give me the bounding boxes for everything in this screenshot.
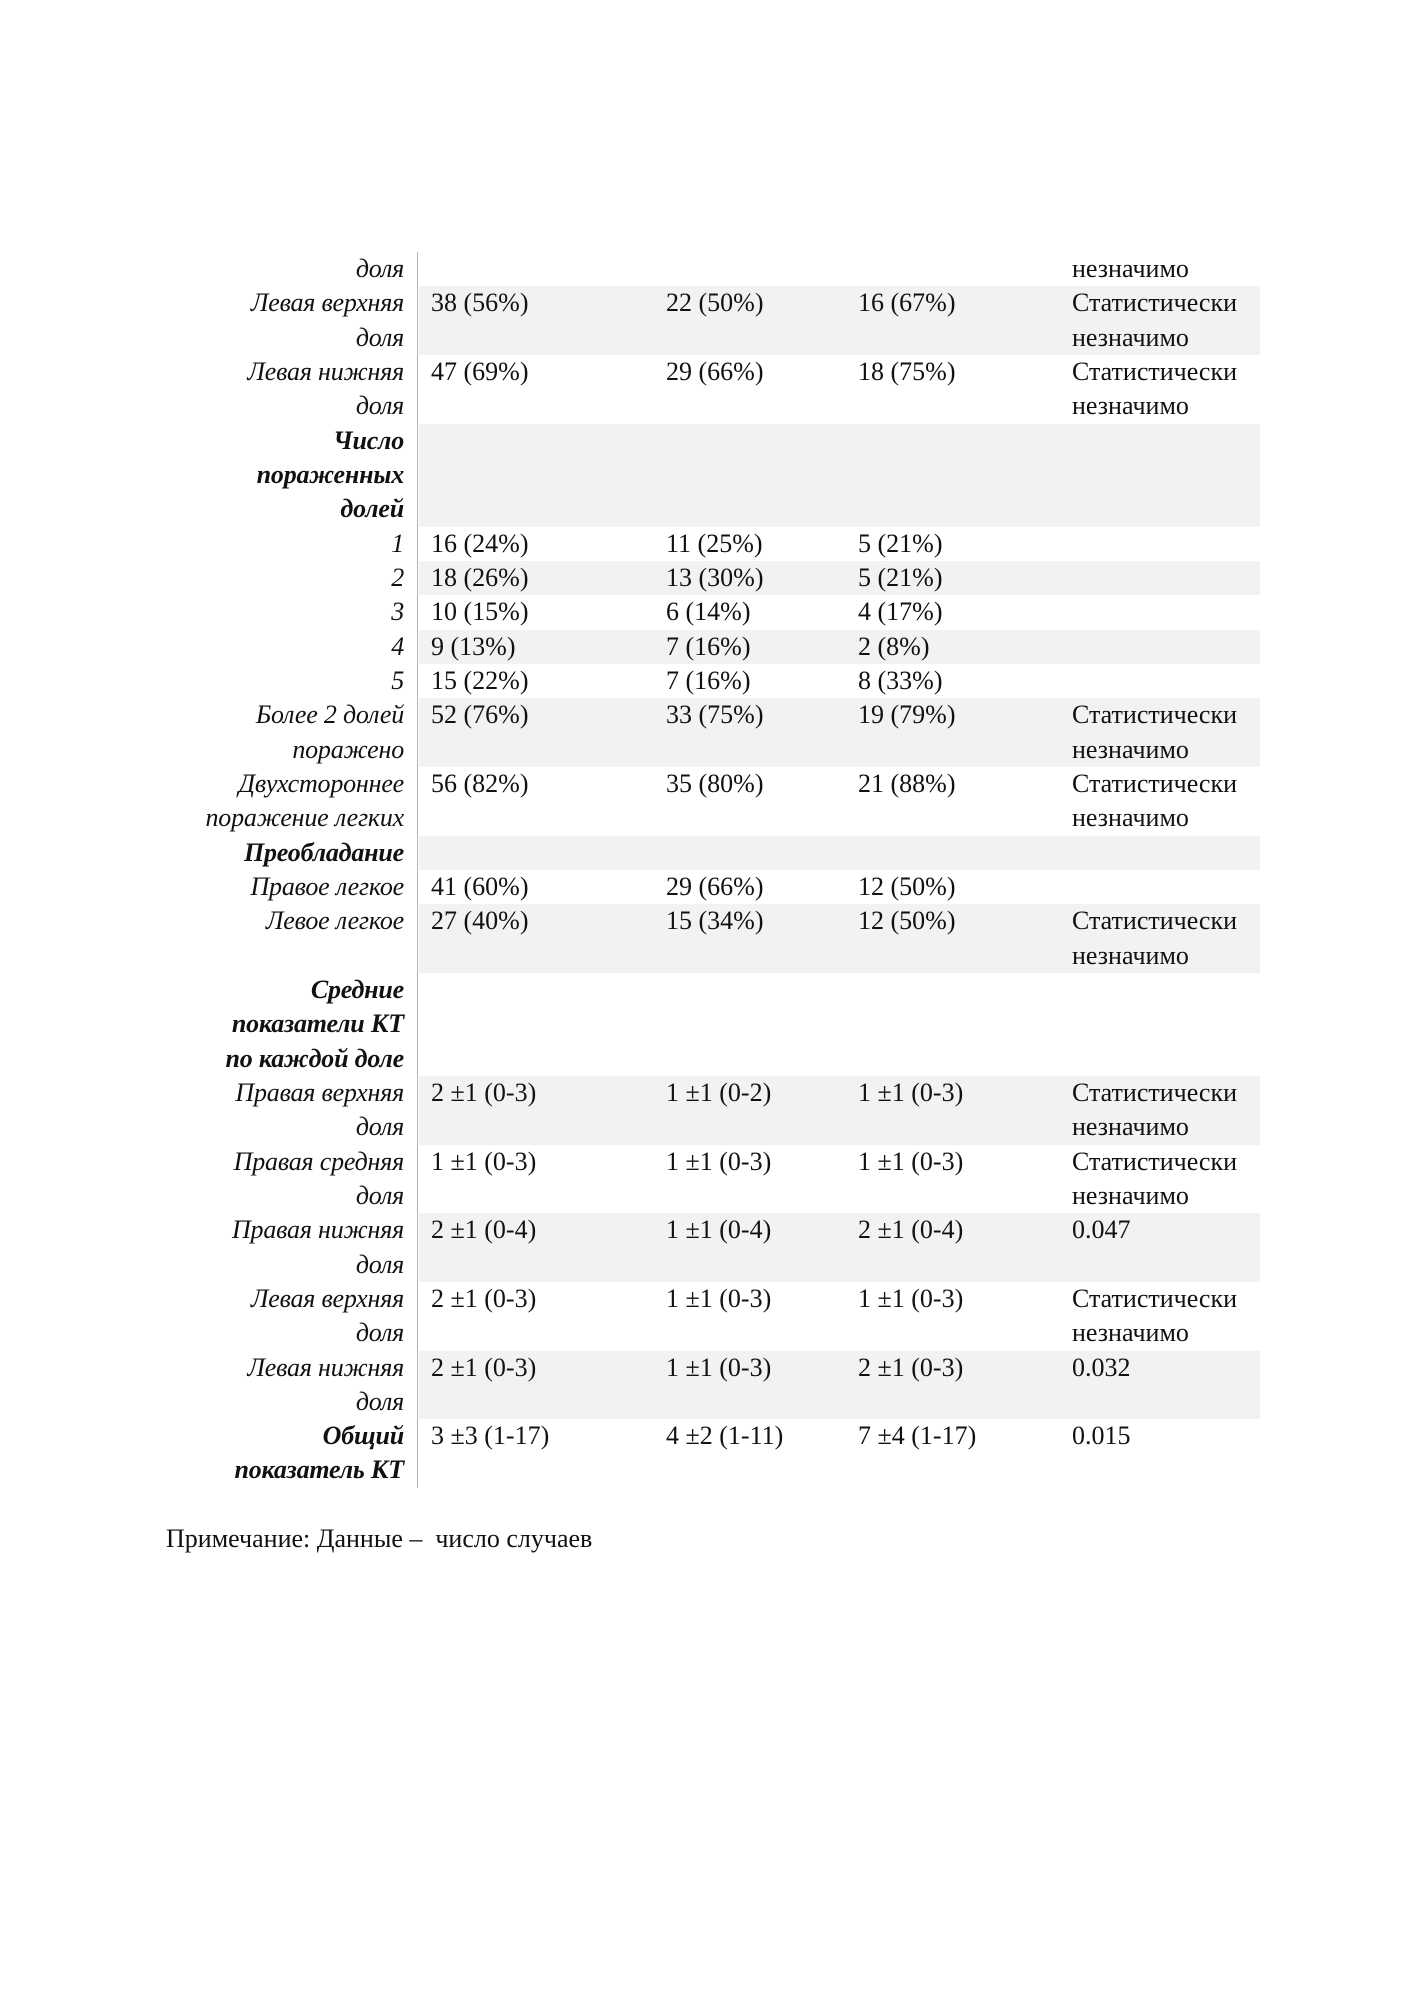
significance-cell: Статистически незначимо (1072, 906, 1237, 970)
value-cell-col3: 2 ±1 (0-3) (858, 1352, 964, 1382)
section-heading-label: Общий показатель КТ (234, 1421, 404, 1485)
value-cell-col2: 29 (66%) (666, 871, 764, 901)
table-row (160, 630, 1260, 664)
row-label: Правая верхняя доля (235, 1077, 404, 1142)
value-cell-col1: 10 (15%) (431, 597, 529, 627)
value-cell-col1: 2 ±1 (0-3) (431, 1283, 537, 1313)
row-shading (419, 561, 1260, 595)
value-cell-col3: 1 ±1 (0-3) (858, 1146, 964, 1176)
table-row (160, 698, 1260, 767)
section-heading-label: Число пораженных долей (256, 425, 404, 524)
value-cell-col1: 1 ±1 (0-3) (431, 1146, 537, 1176)
row-shading (419, 1213, 1260, 1282)
value-cell-col3: 12 (50%) (858, 871, 956, 901)
table-row (160, 252, 1260, 286)
table-row (160, 836, 1260, 870)
value-cell-col1: 56 (82%) (431, 768, 529, 798)
row-label: Левая нижняя доля (247, 1352, 404, 1416)
value-cell-col3: 12 (50%) (858, 906, 956, 936)
row-label: 2 (391, 562, 404, 592)
value-cell-col3: 21 (88%) (858, 768, 956, 798)
value-cell-col1: 38 (56%) (431, 288, 529, 318)
value-cell-col1: 41 (60%) (431, 871, 529, 901)
value-cell-col1: 47 (69%) (431, 356, 529, 386)
value-cell-col2: 35 (80%) (666, 768, 764, 798)
value-cell-col2: 11 (25%) (666, 528, 763, 558)
table-row (160, 561, 1260, 595)
column-divider (417, 252, 418, 1488)
row-label: Левая верхняя доля (250, 1283, 404, 1348)
value-cell-col3: 19 (79%) (858, 700, 956, 730)
row-shading (419, 424, 1260, 527)
value-cell-col3: 7 ±4 (1-17) (858, 1421, 977, 1451)
value-cell-col2: 1 ±1 (0-3) (666, 1352, 772, 1382)
row-shading (419, 1351, 1260, 1420)
table-row (160, 1419, 1260, 1488)
value-cell-col2: 33 (75%) (666, 700, 764, 730)
value-cell-col2: 29 (66%) (666, 356, 764, 386)
table-row (160, 355, 1260, 424)
value-cell-col3: 5 (21%) (858, 528, 943, 558)
value-cell-col3: 5 (21%) (858, 562, 943, 592)
table-row (160, 1076, 1260, 1145)
value-cell-col1: 2 ±1 (0-4) (431, 1215, 537, 1245)
value-cell-col2: 1 ±1 (0-3) (666, 1146, 772, 1176)
row-label: Двухстороннее поражение легких (205, 768, 404, 833)
value-cell-col1: 52 (76%) (431, 700, 529, 730)
significance-cell: Статистически незначимо (1072, 700, 1237, 764)
value-cell-col1: 9 (13%) (431, 631, 516, 661)
table-row (160, 1213, 1260, 1282)
value-cell-col2: 13 (30%) (666, 562, 764, 592)
table-row (160, 1145, 1260, 1214)
value-cell-col2: 15 (34%) (666, 906, 764, 936)
table-row (160, 424, 1260, 527)
significance-cell: 0.015 (1072, 1421, 1131, 1451)
value-cell-col3: 1 ±1 (0-3) (858, 1077, 964, 1107)
table-row (160, 870, 1260, 904)
significance-cell: Статистически незначимо (1072, 1283, 1237, 1348)
table-row (160, 595, 1260, 629)
value-cell-col3: 2 ±1 (0-4) (858, 1215, 964, 1245)
row-label: Более 2 долей поражено (255, 700, 404, 764)
value-cell-col3: 2 (8%) (858, 631, 930, 661)
row-shading (419, 836, 1260, 870)
row-label: Левая нижняя доля (247, 356, 404, 421)
value-cell-col2: 6 (14%) (666, 597, 751, 627)
value-cell-col2: 1 ±1 (0-3) (666, 1283, 772, 1313)
row-label: доля (355, 254, 404, 283)
significance-cell: Статистически незначимо (1072, 288, 1237, 352)
row-label: Правая средняя доля (233, 1146, 404, 1210)
value-cell-col1: 27 (40%) (431, 906, 529, 936)
table-row (160, 767, 1260, 836)
section-heading-label: Преобладание (243, 837, 404, 867)
value-cell-col2: 1 ±1 (0-4) (666, 1215, 772, 1245)
table-row (160, 1282, 1260, 1351)
significance-cell: Статистически незначимо (1072, 356, 1237, 421)
row-label: 1 (391, 528, 404, 558)
table-row (160, 904, 1260, 973)
table-note: Примечание: Данные – число случаев (166, 1524, 593, 1553)
section-heading-label: Средние показатели КТ по каждой доле (225, 974, 404, 1073)
row-label: Правое легкое (250, 871, 404, 901)
table-row (160, 1351, 1260, 1420)
value-cell-col2: 1 ±1 (0-2) (666, 1077, 772, 1107)
significance-cell: Статистически незначимо (1072, 1077, 1237, 1142)
row-label: Левая верхняя доля (250, 288, 404, 352)
table-row (160, 973, 1260, 1076)
row-label: 5 (391, 665, 404, 695)
value-cell-col1: 15 (22%) (431, 665, 529, 695)
value-cell-col3: 18 (75%) (858, 356, 956, 386)
significance-cell: Статистически незначимо (1072, 768, 1237, 833)
value-cell-col1: 3 ±3 (1-17) (431, 1421, 550, 1451)
value-cell-col2: 4 ±2 (1-11) (666, 1421, 784, 1451)
table-row (160, 527, 1260, 561)
value-cell-col2: 7 (16%) (666, 631, 751, 661)
table-row (160, 286, 1260, 355)
row-label: Левое легкое (265, 906, 404, 936)
value-cell-col1: 2 ±1 (0-3) (431, 1352, 537, 1382)
value-cell-col1: 18 (26%) (431, 562, 529, 592)
value-cell-col3: 1 ±1 (0-3) (858, 1283, 964, 1313)
value-cell-col2: 7 (16%) (666, 665, 751, 695)
significance-cell: 0.032 (1072, 1352, 1131, 1382)
value-cell-col1: 16 (24%) (431, 528, 529, 558)
row-shading (419, 630, 1260, 664)
value-cell-col3: 4 (17%) (858, 597, 943, 627)
significance-cell: 0.047 (1072, 1215, 1131, 1245)
row-label: Правая нижняя доля (231, 1215, 404, 1279)
results-table (160, 252, 1260, 1488)
table-row (160, 664, 1260, 698)
row-label: 4 (391, 631, 404, 661)
row-label: 3 (391, 597, 404, 627)
significance-cell: Статистически незначимо (1072, 1146, 1237, 1210)
value-cell-col2: 22 (50%) (666, 288, 764, 318)
value-cell-col3: 16 (67%) (858, 288, 956, 318)
value-cell-col3: 8 (33%) (858, 665, 943, 695)
value-cell-col1: 2 ±1 (0-3) (431, 1077, 537, 1107)
significance-cell: незначимо (1072, 254, 1189, 283)
